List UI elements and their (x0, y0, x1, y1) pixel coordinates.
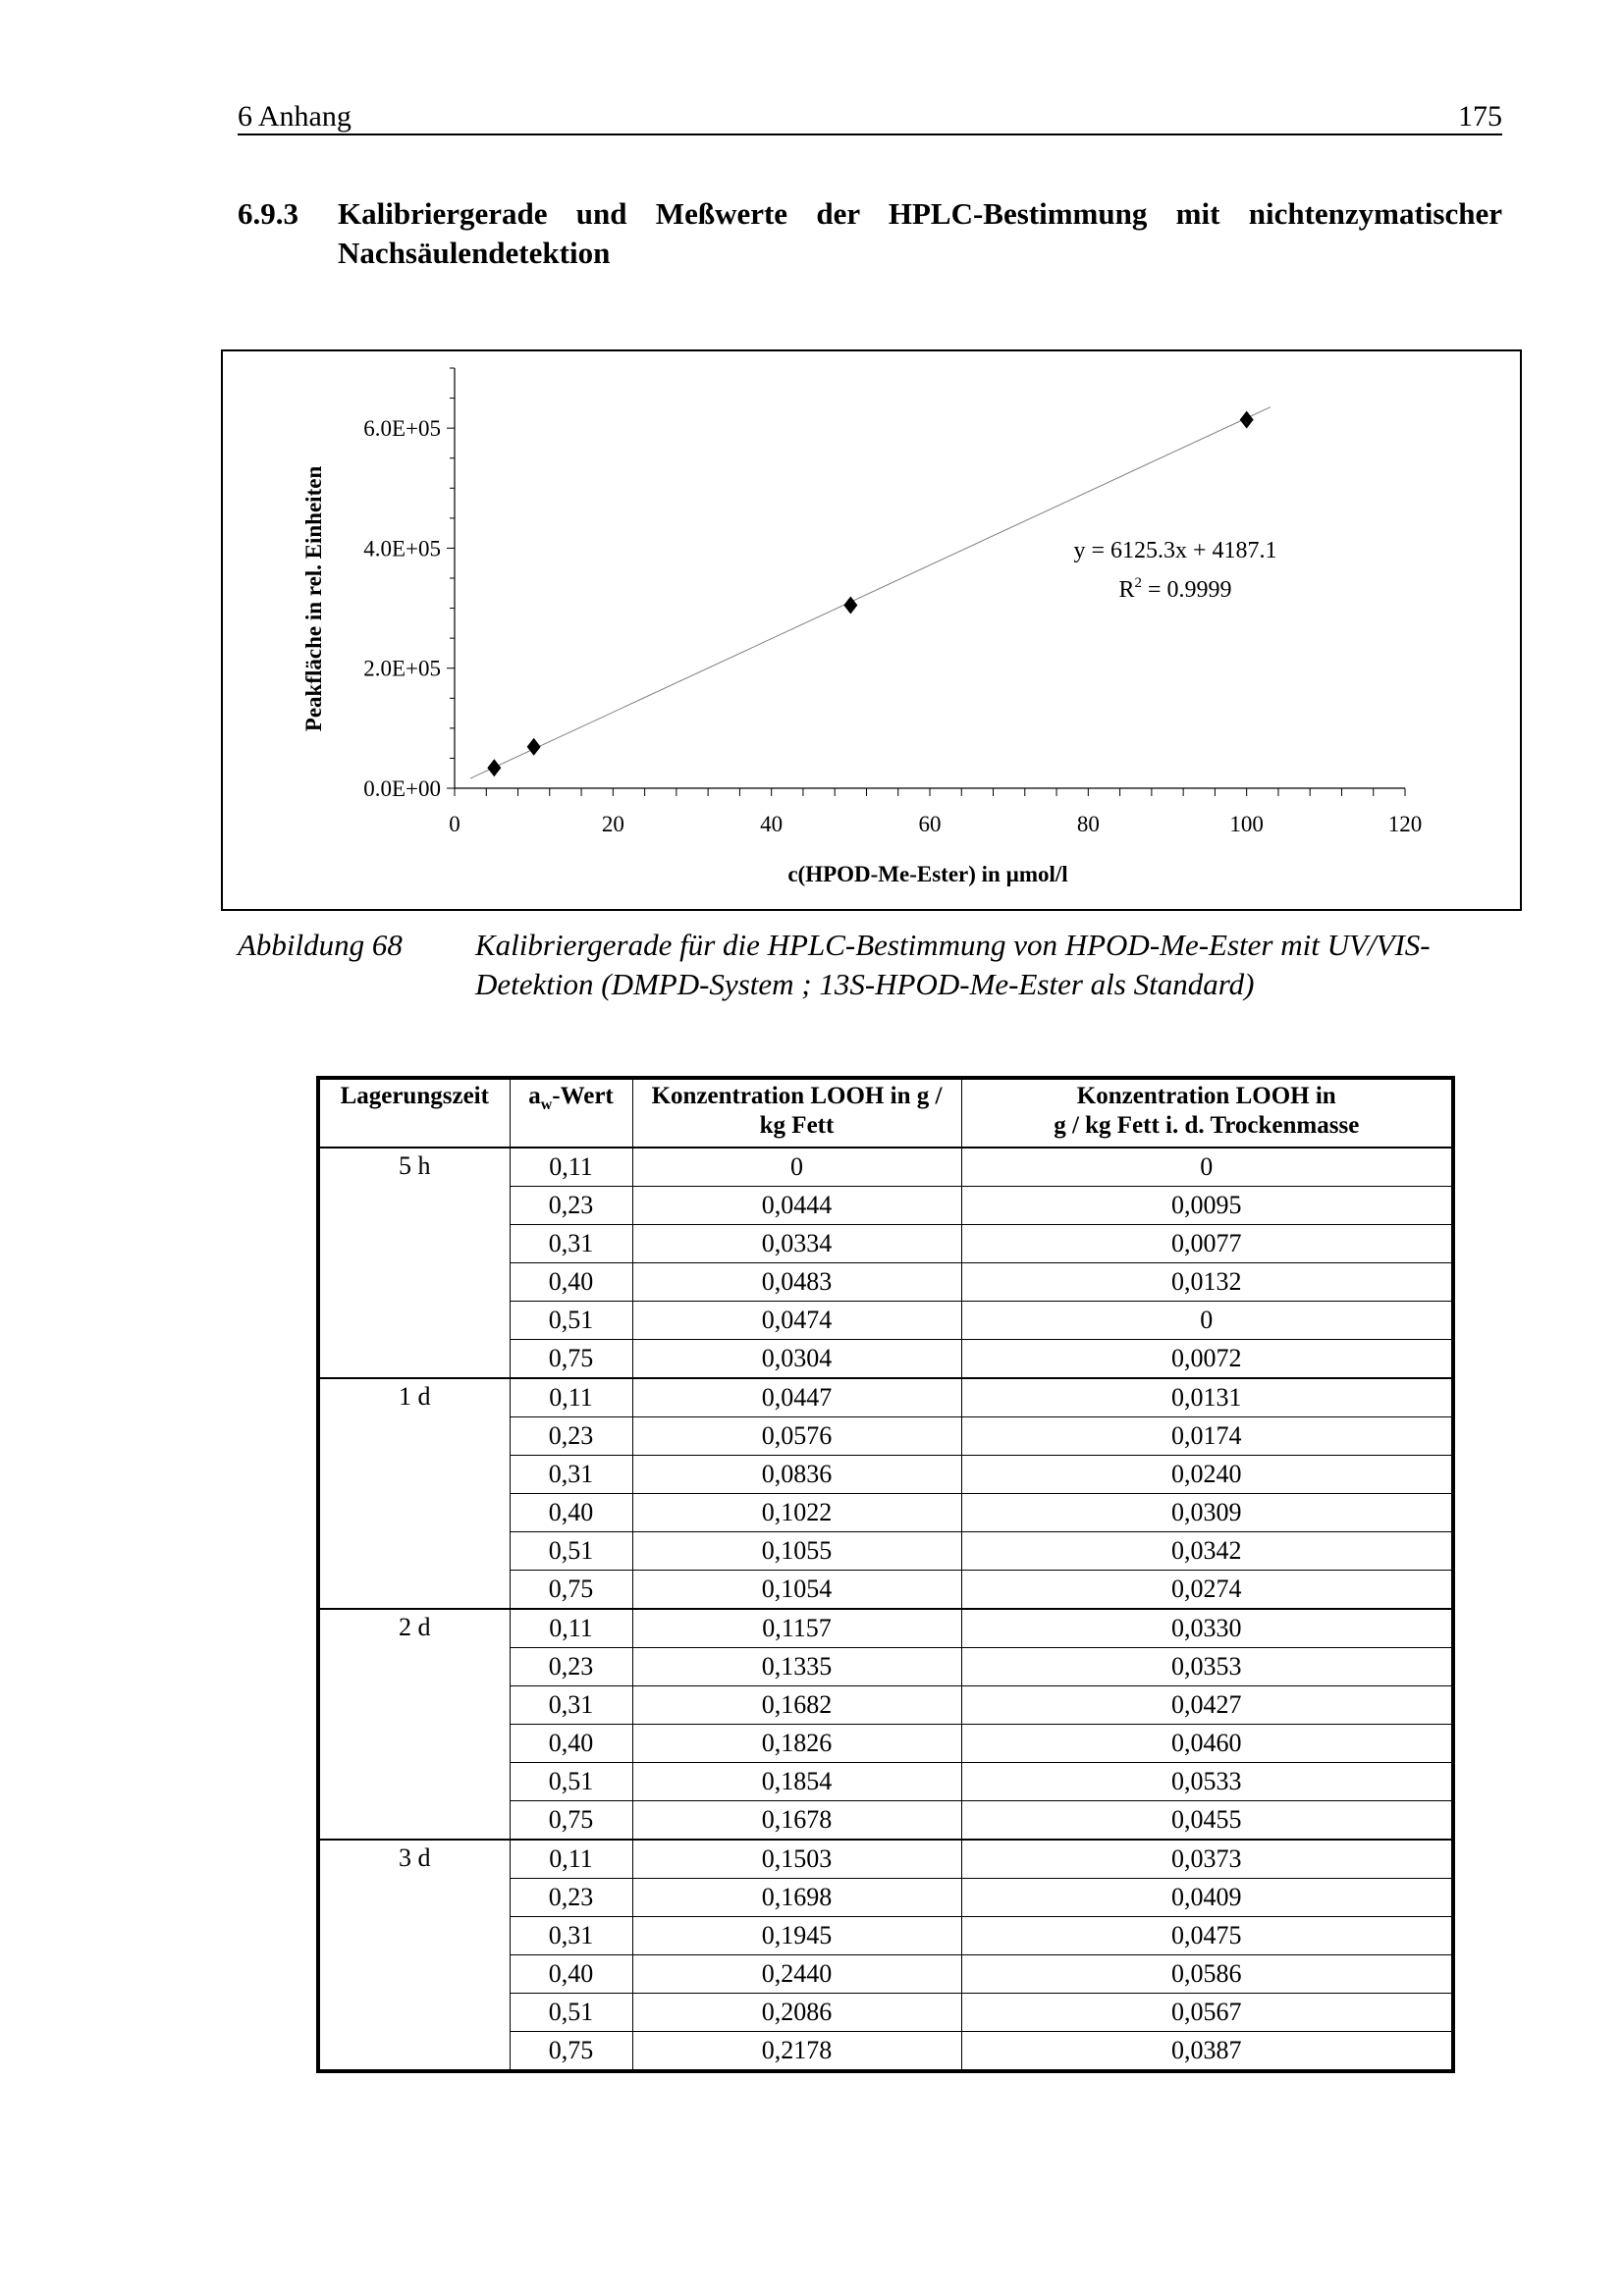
looh-fat-cell: 0,1682 (632, 1686, 961, 1725)
calibration-chart (223, 351, 1520, 909)
looh-dry-mass-cell: 0,0077 (961, 1225, 1453, 1263)
looh-fat-cell: 0,1157 (632, 1609, 961, 1648)
aw-value-cell: 0,51 (510, 1302, 632, 1340)
x-tick-label: 60 (918, 812, 942, 836)
data-table (316, 1076, 1455, 2073)
looh-dry-mass-cell: 0,0131 (961, 1378, 1453, 1417)
data-point-diamond (1240, 411, 1254, 429)
aw-value-cell: 0,11 (510, 1148, 632, 1187)
looh-fat-cell: 0,0304 (632, 1340, 961, 1379)
looh-fat-cell: 0,0836 (632, 1456, 961, 1494)
looh-dry-mass-cell: 0,0132 (961, 1263, 1453, 1302)
header-looh-dry-mass-line2: g / kg Fett i. d. Trockenmasse (1054, 1112, 1360, 1139)
looh-fat-cell: 0,1055 (632, 1532, 961, 1571)
aw-value-cell: 0,75 (510, 1571, 632, 1610)
aw-value-cell: 0,31 (510, 1456, 632, 1494)
x-axis-label: c(HPOD-Me-Ester) in µmol/l (787, 862, 1068, 886)
figure-caption-text: Kalibriergerade für die HPLC-Bestimmung von HPOD-Me-Ester mit UV/VIS-Detektion (DMPD-System ; 13S-HPOD-Me-Ester als Standard) (475, 928, 1431, 1001)
section-heading (238, 194, 1502, 273)
y-tick-label: 4.0E+05 (363, 536, 441, 561)
looh-dry-mass-cell: 0,0095 (961, 1187, 1453, 1225)
figure-label: Abbildung 68 (238, 928, 403, 962)
header-storage-time: Lagerungszeit (318, 1078, 510, 1148)
aw-value-cell: 0,31 (510, 1917, 632, 1955)
looh-fat-cell: 0,1054 (632, 1571, 961, 1610)
looh-fat-cell: 0,1698 (632, 1879, 961, 1917)
storage-time-cell: 3 d (318, 1840, 510, 2071)
data-point-diamond (527, 738, 541, 756)
r-squared-prefix: R (1118, 577, 1135, 603)
aw-value-cell: 0,23 (510, 1187, 632, 1225)
figure-caption (238, 926, 1514, 1004)
looh-fat-cell: 0,0474 (632, 1302, 961, 1340)
looh-dry-mass-cell: 0,0460 (961, 1725, 1453, 1763)
looh-dry-mass-cell: 0,0475 (961, 1917, 1453, 1955)
looh-dry-mass-cell: 0,0240 (961, 1456, 1453, 1494)
x-tick-label: 120 (1387, 812, 1423, 836)
aw-value-cell: 0,23 (510, 1879, 632, 1917)
running-header (238, 98, 1502, 135)
looh-fat-cell: 0 (632, 1148, 961, 1187)
looh-fat-cell: 0,1826 (632, 1725, 961, 1763)
looh-dry-mass-cell: 0,0274 (961, 1571, 1453, 1610)
header-looh-dry-mass (961, 1078, 1453, 1148)
table-row (318, 1609, 1453, 1648)
aw-value-cell: 0,11 (510, 1609, 632, 1648)
aw-value-cell: 0,40 (510, 1494, 632, 1532)
aw-value-cell: 0,23 (510, 1648, 632, 1686)
looh-dry-mass-cell: 0,0373 (961, 1840, 1453, 1879)
aw-value-cell: 0,51 (510, 1994, 632, 2032)
looh-dry-mass-cell: 0,0533 (961, 1763, 1453, 1801)
aw-value-cell: 0,31 (510, 1225, 632, 1263)
r-squared (1118, 575, 1231, 603)
looh-dry-mass-cell: 0,0353 (961, 1648, 1453, 1686)
looh-dry-mass-cell: 0 (961, 1302, 1453, 1340)
r-squared-value: = 0.9999 (1141, 577, 1232, 603)
storage-time-cell: 1 d (318, 1378, 510, 1609)
aw-suffix: -Wert (552, 1083, 614, 1109)
aw-value-cell: 0,11 (510, 1378, 632, 1417)
looh-fat-cell: 0,0447 (632, 1378, 961, 1417)
aw-value-cell: 0,75 (510, 1340, 632, 1379)
aw-value-cell: 0,51 (510, 1532, 632, 1571)
looh-fat-cell: 0,1945 (632, 1917, 961, 1955)
aw-value-cell: 0,75 (510, 2032, 632, 2072)
looh-dry-mass-cell: 0,0455 (961, 1801, 1453, 1841)
looh-fat-cell: 0,0444 (632, 1187, 961, 1225)
table-row (318, 1840, 1453, 1879)
looh-fat-cell: 0,1678 (632, 1801, 961, 1841)
table-header-row (318, 1078, 1453, 1148)
looh-dry-mass-cell: 0,0174 (961, 1417, 1453, 1456)
data-point-diamond (843, 597, 857, 614)
looh-dry-mass-cell: 0,0427 (961, 1686, 1453, 1725)
looh-dry-mass-cell: 0,0567 (961, 1994, 1453, 2032)
aw-value-cell: 0,11 (510, 1840, 632, 1879)
looh-fat-cell: 0,0483 (632, 1263, 961, 1302)
looh-dry-mass-cell: 0,0072 (961, 1340, 1453, 1379)
x-tick-label: 0 (449, 812, 460, 836)
table-row (318, 1148, 1453, 1187)
chart-frame (221, 349, 1522, 911)
looh-fat-cell: 0,0576 (632, 1417, 961, 1456)
looh-dry-mass-cell: 0 (961, 1148, 1453, 1187)
looh-fat-cell: 0,1854 (632, 1763, 961, 1801)
aw-symbol: a (528, 1083, 541, 1109)
r-squared-sup: 2 (1134, 575, 1142, 591)
page-number: 175 (1458, 100, 1502, 133)
y-tick-label: 6.0E+05 (363, 416, 441, 442)
header-looh-dry-mass-line1: Konzentration LOOH in (1076, 1083, 1336, 1109)
storage-time-cell: 5 h (318, 1148, 510, 1378)
looh-dry-mass-cell: 0,0387 (961, 2032, 1453, 2072)
section-number: 6.9.3 (238, 196, 298, 231)
trendline-equation: y = 6125.3x + 4187.1 (1073, 538, 1277, 563)
looh-fat-cell: 0,1335 (632, 1648, 961, 1686)
aw-value-cell: 0,51 (510, 1763, 632, 1801)
looh-fat-cell: 0,2440 (632, 1955, 961, 1994)
header-aw-value (510, 1078, 632, 1148)
looh-fat-cell: 0,1503 (632, 1840, 961, 1879)
looh-dry-mass-cell: 0,0409 (961, 1879, 1453, 1917)
data-point-diamond (487, 759, 501, 776)
header-looh-fat: Konzentration LOOH in g / kg Fett (632, 1078, 961, 1148)
storage-time-cell: 2 d (318, 1609, 510, 1840)
x-tick-label: 20 (601, 812, 624, 836)
x-tick-label: 100 (1229, 812, 1264, 836)
looh-fat-cell: 0,1022 (632, 1494, 961, 1532)
aw-subscript: w (540, 1096, 553, 1113)
looh-fat-cell: 0,0334 (632, 1225, 961, 1263)
looh-dry-mass-cell: 0,0586 (961, 1955, 1453, 1994)
table-row (318, 1378, 1453, 1417)
y-tick-label: 2.0E+05 (363, 656, 441, 681)
aw-value-cell: 0,23 (510, 1417, 632, 1456)
x-tick-label: 80 (1076, 812, 1100, 836)
chapter-title: 6 Anhang (238, 100, 352, 133)
looh-fat-cell: 0,2086 (632, 1994, 961, 2032)
x-tick-label: 40 (760, 812, 784, 836)
aw-value-cell: 0,40 (510, 1955, 632, 1994)
y-tick-label: 0.0E+00 (363, 776, 441, 801)
looh-dry-mass-cell: 0,0309 (961, 1494, 1453, 1532)
aw-value-cell: 0,31 (510, 1686, 632, 1725)
looh-dry-mass-cell: 0,0342 (961, 1532, 1453, 1571)
section-title: Kalibriergerade und Meßwerte der HPLC-Bestimmung mit nichtenzymatischer Nachsäulendetektion (338, 196, 1502, 270)
looh-dry-mass-cell: 0,0330 (961, 1609, 1453, 1648)
looh-fat-cell: 0,2178 (632, 2032, 961, 2072)
aw-value-cell: 0,75 (510, 1801, 632, 1841)
aw-value-cell: 0,40 (510, 1263, 632, 1302)
y-axis-label: Peakfläche in rel. Einheiten (301, 465, 326, 732)
aw-value-cell: 0,40 (510, 1725, 632, 1763)
